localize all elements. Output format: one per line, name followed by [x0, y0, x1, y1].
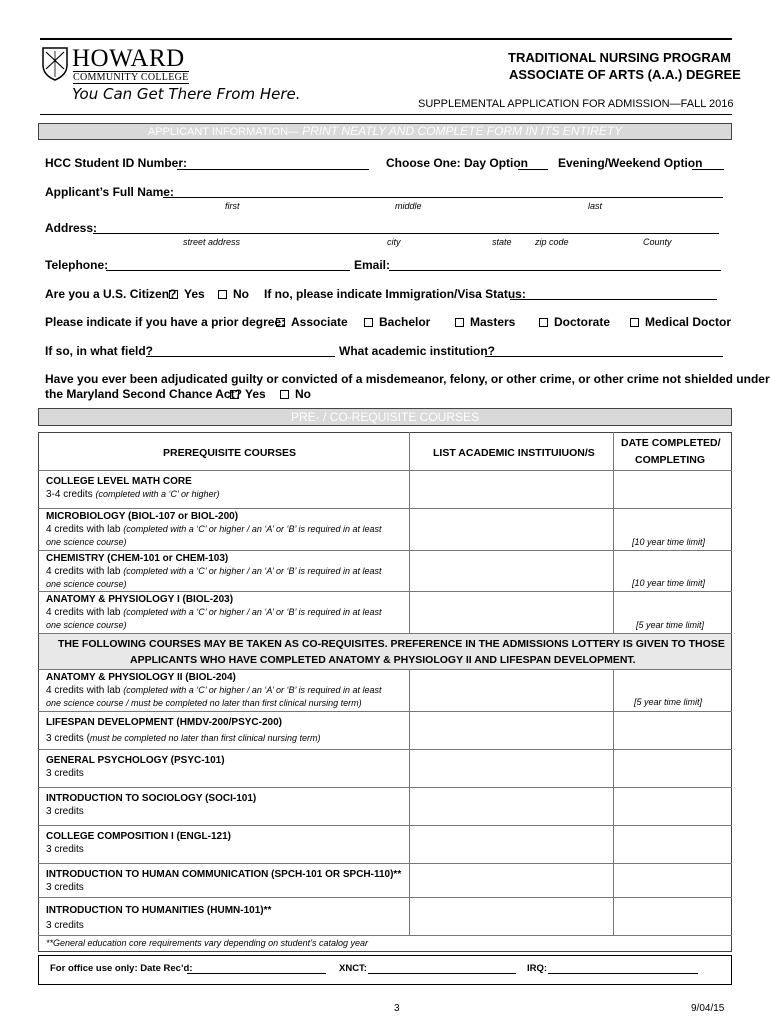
- time-limit-label: [5 year time limit]: [634, 697, 703, 707]
- last-name-caption: last: [588, 201, 603, 211]
- county-caption: County: [643, 237, 672, 247]
- telephone-label: Telephone:: [45, 258, 109, 272]
- street-caption: street address: [183, 237, 241, 247]
- row-divider: [38, 711, 732, 712]
- course-row: LIFESPAN DEVELOPMENT (HMDV-200/PSYC-200) 3 credits (must be completed no later than first clinical nursing term): [46, 717, 321, 744]
- header-rule: [40, 114, 732, 115]
- degree-bachelor-option[interactable]: Bachelor: [364, 315, 430, 329]
- shield-icon: [42, 47, 68, 81]
- city-caption: city: [387, 237, 401, 247]
- supplemental-title: SUPPLEMENTAL APPLICATION FOR ADMISSION—FALL 2016: [418, 98, 734, 110]
- middle-name-caption: middle: [395, 201, 422, 211]
- row-divider: [38, 508, 732, 509]
- adjudicated-question-cont: the Maryland Second Chance Act?: [45, 387, 242, 401]
- course-row: INTRODUCTION TO HUMANITIES (HUMN-101)** 3 credits: [46, 905, 272, 931]
- full-name-label: Applicant’s Full Name:: [45, 185, 174, 199]
- col-divider: [613, 432, 614, 633]
- applicant-info-bar: [38, 123, 732, 140]
- row-divider: [38, 935, 732, 936]
- row-divider: [38, 825, 732, 826]
- checkbox-icon[interactable]: [630, 318, 639, 327]
- time-limit-label: [10 year time limit]: [632, 537, 706, 547]
- courses-bar-label: PRE- / CO-REQUISITE COURSES: [290, 410, 480, 424]
- institution-label: What academic institution?: [339, 344, 496, 358]
- irq-field[interactable]: [548, 973, 698, 974]
- row-divider: [38, 550, 732, 551]
- row-divider: [38, 591, 732, 592]
- xnct-field[interactable]: [368, 973, 516, 974]
- day-option-field[interactable]: [518, 169, 548, 170]
- prior-degree-label: Please indicate if you have a prior degree:: [45, 315, 286, 329]
- applicant-bar-instruction: PRINT NEATLY AND COMPLETE FORM IN ITS ENTIRETY: [302, 124, 623, 138]
- course-row: CHEMISTRY (CHEM-101 or CHEM-103) 4 credits with lab (completed with a ‘C’ or higher / an ‘A’ or ‘B’ is required in at least one science course): [46, 553, 382, 589]
- logo-tagline: You Can Get There From Here.: [72, 85, 301, 103]
- checkbox-icon[interactable]: [218, 290, 227, 299]
- coreq-notice-line1: THE FOLLOWING COURSES MAY BE TAKEN AS CO-REQUISITES. PREFERENCE IN THE ADMISSIONS LOTTERY IS GIVEN TO THOSE: [58, 638, 725, 650]
- date-col-header-2: COMPLETING: [635, 454, 705, 466]
- col-divider: [613, 669, 614, 935]
- checkbox-icon[interactable]: [539, 318, 548, 327]
- row-divider: [38, 669, 732, 670]
- row-divider: [38, 749, 732, 750]
- field-label: If so, in what field?: [45, 344, 153, 358]
- course-row: INTRODUCTION TO HUMAN COMMUNICATION (SPCH-101 OR SPCH-110)** 3 credits: [46, 869, 402, 893]
- applicant-bar-label: APPLICANT INFORMATION—: [147, 126, 303, 138]
- state-caption: state: [492, 237, 512, 247]
- citizen-yes-option[interactable]: Yes: [169, 287, 205, 301]
- footnote: **General education core requirements vary depending on student’s catalog year: [46, 938, 369, 948]
- office-use-label: For office use only: Date Rec’d:: [50, 963, 193, 974]
- date-received-field[interactable]: [187, 973, 326, 974]
- course-row: COLLEGE COMPOSITION I (ENGL-121) 3 credits: [46, 831, 232, 855]
- checkbox-icon[interactable]: [276, 318, 285, 327]
- coreq-notice-line2: APPLICANTS WHO HAVE COMPLETED ANATOMY & PHYSIOLOGY II AND LIFESPAN DEVELOPMENT.: [130, 654, 636, 666]
- address-label: Address:: [45, 221, 98, 235]
- col-divider: [409, 669, 410, 935]
- checkbox-icon[interactable]: [364, 318, 373, 327]
- student-id-field[interactable]: [177, 169, 369, 170]
- logo-sub: COMMUNITY COLLEGE: [73, 72, 189, 83]
- row-divider: [38, 863, 732, 864]
- checkbox-icon[interactable]: [230, 390, 239, 399]
- institution-input[interactable]: [485, 356, 723, 357]
- xnct-label: XNCT:: [339, 963, 367, 974]
- courses-bar: [38, 408, 732, 426]
- choose-one-label: Choose One: Day Option: [386, 156, 529, 170]
- full-name-field[interactable]: [163, 197, 723, 198]
- logo-name: HOWARD: [72, 45, 185, 72]
- evening-option-field[interactable]: [692, 169, 724, 170]
- date-col-header-1: DATE COMPLETED/: [621, 437, 721, 449]
- top-rule: [40, 38, 732, 40]
- checkbox-icon[interactable]: [455, 318, 464, 327]
- degree-title: ASSOCIATE OF ARTS (A.A.) DEGREE: [509, 67, 741, 82]
- course-row: INTRODUCTION TO SOCIOLOGY (SOCI-101) 3 credits: [46, 793, 257, 817]
- adjudicated-question: Have you ever been adjudicated guilty or convicted of a misdemeanor, felony, or other crime, or other crime not shielded under: [45, 372, 770, 386]
- citizen-question: Are you a U.S. Citizen?: [45, 287, 177, 301]
- email-label: Email:: [354, 258, 391, 272]
- row-divider: [38, 897, 732, 898]
- adjudicated-yes-option[interactable]: Yes: [230, 387, 266, 401]
- col-divider: [409, 432, 410, 633]
- time-limit-label: [5 year time limit]: [636, 620, 705, 630]
- evening-option-label: Evening/Weekend Option: [558, 156, 703, 170]
- college-logo: [42, 47, 302, 107]
- immigration-label: If no, please indicate Immigration/Visa Status:: [264, 287, 526, 301]
- student-id-label: HCC Student ID Number:: [45, 156, 187, 170]
- course-row: COLLEGE LEVEL MATH CORE 3-4 credits (completed with a ‘C’ or higher): [46, 476, 220, 500]
- telephone-field[interactable]: [106, 270, 350, 271]
- course-row: MICROBIOLOGY (BIOL-107 or BIOL-200) 4 credits with lab (completed with a ‘C’ or higher / an ‘A’ or ‘B’ is required in at least one science course): [46, 511, 382, 547]
- degree-medical-option[interactable]: Medical Doctor: [630, 315, 731, 329]
- course-row: ANATOMY & PHYSIOLOGY I (BIOL-203) 4 credits with lab (completed with a ‘C’ or higher / an ‘A’ or ‘B’ is required in at least one science course): [46, 594, 382, 630]
- email-field[interactable]: [389, 270, 721, 271]
- page-number: 3: [394, 1003, 400, 1014]
- course-row: ANATOMY & PHYSIOLOGY II (BIOL-204) 4 credits with lab (completed with a ‘C’ or higher / an ‘A’ or ‘B’ is required in at least one science course / must be completed no later than first clinical nursing term): [46, 672, 382, 708]
- checkbox-icon[interactable]: [280, 390, 289, 399]
- row-divider: [38, 470, 732, 471]
- degree-doctorate-option[interactable]: Doctorate: [539, 315, 610, 329]
- revision-date: 9/04/15: [691, 1003, 725, 1014]
- immigration-field[interactable]: [510, 299, 717, 300]
- first-name-caption: first: [225, 201, 240, 211]
- program-title: TRADITIONAL NURSING PROGRAM: [508, 50, 731, 65]
- prereq-col-header: PREREQUISITE COURSES: [163, 447, 297, 459]
- course-row: GENERAL PSYCHOLOGY (PSYC-101) 3 credits: [46, 755, 225, 779]
- irq-label: IRQ:: [527, 963, 548, 974]
- time-limit-label: [10 year time limit]: [632, 578, 706, 588]
- checkbox-icon[interactable]: [169, 290, 178, 299]
- citizen-no-option[interactable]: No: [218, 287, 249, 301]
- adjudicated-no-option[interactable]: No: [280, 387, 311, 401]
- degree-associate-option[interactable]: Associate: [276, 315, 348, 329]
- zip-caption: zip code: [535, 237, 569, 247]
- institution-col-header: LIST ACADEMIC INSTITUIUON/S: [433, 447, 595, 459]
- degree-masters-option[interactable]: Masters: [455, 315, 515, 329]
- address-field[interactable]: [93, 233, 719, 234]
- row-divider: [38, 787, 732, 788]
- field-input[interactable]: [146, 356, 335, 357]
